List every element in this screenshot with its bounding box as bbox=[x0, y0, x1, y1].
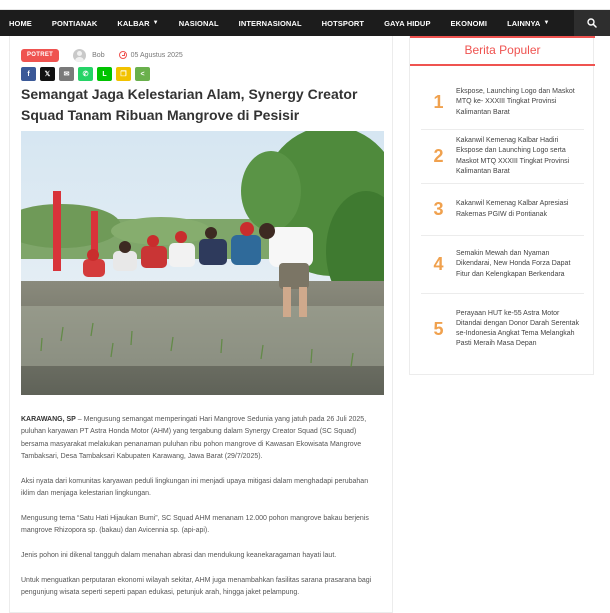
nav-label: HOME bbox=[9, 18, 32, 28]
paragraph: Mengusung tema “Satu Hati Hijaukan Bumi”, SC Squad AHM menanam 12.000 pohon mangrove bakau berjenis mangrove Rhizopora sp. (bakau) dan Avicennia sp. (api-api). bbox=[21, 514, 369, 535]
copy-link-button[interactable] bbox=[116, 67, 131, 81]
popular-item[interactable] bbox=[421, 184, 584, 236]
popular-item[interactable] bbox=[421, 236, 584, 294]
article-meta bbox=[21, 48, 183, 62]
whatsapp-icon: ✆ bbox=[82, 71, 89, 78]
paragraph: Aksi nyata dari komunitas karyawan peduli lingkungan ini menjadi upaya mitigasi dalam menghadapi perubahan iklim dan menjaga kelestarian lingkungan. bbox=[21, 477, 369, 497]
line-icon: L bbox=[102, 70, 107, 78]
email-share-button[interactable] bbox=[59, 67, 74, 81]
nav-lainnya[interactable] bbox=[497, 10, 559, 36]
rank-number: 4 bbox=[433, 254, 444, 274]
author-block[interactable] bbox=[73, 49, 104, 62]
main-navbar bbox=[0, 10, 610, 36]
more-share-button[interactable] bbox=[135, 67, 150, 81]
email-icon: ✉ bbox=[63, 71, 70, 78]
whatsapp-share-button[interactable] bbox=[78, 67, 93, 81]
nav-label: NASIONAL bbox=[178, 18, 219, 28]
nav-pontianak[interactable] bbox=[42, 10, 107, 36]
article-column bbox=[9, 36, 393, 613]
paragraph-lead bbox=[21, 414, 383, 463]
author-name: Bob bbox=[92, 51, 105, 59]
widget-title: Berita Populer bbox=[464, 43, 541, 57]
nav-label: INTERNASIONAL bbox=[238, 18, 302, 28]
chevron-down-icon: ▼ bbox=[543, 20, 550, 26]
nav-label: LAINNYA bbox=[507, 18, 541, 28]
article-title: Semangat Jaga Kelestarian Alam, Synergy Creator Squad Tanam Ribuan Mangrove di Pesisir bbox=[21, 86, 358, 123]
category-badge[interactable]: POTRET bbox=[21, 49, 59, 62]
popular-item-title[interactable]: Ekspose, Launching Logo dan Maskot MTQ ke- XXXIII Tingkat Provinsi Kalimantan Barat bbox=[456, 88, 575, 116]
popular-item[interactable] bbox=[421, 294, 584, 364]
rank-number: 5 bbox=[433, 318, 444, 339]
search-button[interactable] bbox=[574, 10, 610, 36]
clock-icon bbox=[119, 51, 127, 59]
nav-internasional[interactable] bbox=[229, 10, 312, 36]
nav-label: GAYA HIDUP bbox=[384, 18, 431, 28]
widget-header bbox=[410, 36, 595, 64]
avatar bbox=[73, 49, 86, 62]
popular-item-title[interactable]: Semakin Mewah dan Nyaman Dikendarai, New Honda Forza Dapat Fitur dan Kelengkapan Berkendara bbox=[456, 250, 571, 278]
article-body bbox=[21, 414, 383, 612]
nav-label: EKONOMI bbox=[450, 18, 488, 28]
nav-gaya-hidup[interactable] bbox=[374, 10, 440, 36]
search-icon bbox=[587, 18, 597, 28]
nav-home[interactable] bbox=[0, 10, 42, 36]
nav-nasional[interactable] bbox=[169, 10, 229, 36]
nav-ekonomi[interactable] bbox=[441, 10, 498, 36]
line-share-button[interactable] bbox=[97, 67, 112, 81]
share-buttons bbox=[21, 67, 150, 81]
mangrove-planting-image bbox=[21, 131, 384, 395]
paragraph: Untuk menguatkan perputaran ekonomi wilayah sekitar, AHM juga menambahkan fasilitas sarana prasarana bagi pengunjung wisata seperti seperti papan edukasi, petunjuk arah, hingga jaket pelampung. bbox=[21, 576, 372, 596]
publish-date: 05 Agustus 2025 bbox=[130, 51, 183, 59]
nav-label: KALBAR bbox=[117, 18, 150, 28]
popular-item-title[interactable]: Kakanwil Kemenag Kalbar Hadiri Ekspose dan Launching Logo serta Maskot MTQ XXXIII Tingkat Provinsi Kalimantan Barat bbox=[456, 137, 570, 175]
nav-hotsport[interactable] bbox=[312, 10, 374, 36]
x-icon: 𝕏 bbox=[44, 71, 51, 78]
facebook-share-button[interactable] bbox=[21, 67, 36, 81]
widget-header-underline bbox=[410, 64, 595, 66]
rank-number: 3 bbox=[433, 199, 444, 219]
nav-kalbar[interactable] bbox=[107, 10, 168, 36]
top-strip bbox=[0, 0, 610, 10]
lead-location: KARAWANG, SP bbox=[21, 416, 76, 423]
nav-label: HOTSPORT bbox=[321, 18, 365, 28]
chevron-down-icon: ▼ bbox=[152, 20, 159, 26]
popular-item[interactable] bbox=[421, 130, 584, 184]
nav-label: PONTIANAK bbox=[51, 18, 98, 28]
lead-text: – Mengusung semangat memperingati Hari Mangrove Sedunia yang jatuh pada 26 Juli 2025, puluhan karyawan PT Astra Honda Motor (AHM) yang tergabung dalam Synergy Creator Squad (SC Squad) bersama masyarakat melakukan penanaman puluhan ribu pohon mangrove di Kawasan Ekowisata Mangrove Tambaksari, Desa Tambaksari Kabupaten Karawang, Jawa Barat (29/7/2025). bbox=[21, 416, 367, 460]
article-photo bbox=[21, 131, 384, 395]
popular-news-widget bbox=[409, 36, 594, 375]
copy-icon: ❐ bbox=[120, 71, 127, 78]
rank-number: 2 bbox=[433, 146, 444, 166]
x-share-button[interactable] bbox=[40, 67, 55, 81]
popular-item[interactable] bbox=[421, 76, 584, 130]
share-icon: < bbox=[140, 70, 145, 78]
popular-item-title[interactable]: Perayaan HUT ke-55 Astra Motor Ditandai dengan Donor Darah Serentak se-Indonesia Angkat Tema Melangkah Pasti Meraih Masa Depan bbox=[456, 309, 579, 348]
rank-number: 1 bbox=[433, 92, 444, 112]
facebook-icon: f bbox=[27, 70, 30, 78]
date-block bbox=[119, 51, 183, 59]
paragraph: Jenis pohon ini dikenal tangguh dalam menahan abrasi dan mendukung keanekaragaman hayati laut. bbox=[21, 551, 337, 559]
popular-item-title[interactable]: Kakanwil Kemenag Kalbar Apresiasi Rakernas PGIW di Pontianak bbox=[456, 200, 569, 218]
